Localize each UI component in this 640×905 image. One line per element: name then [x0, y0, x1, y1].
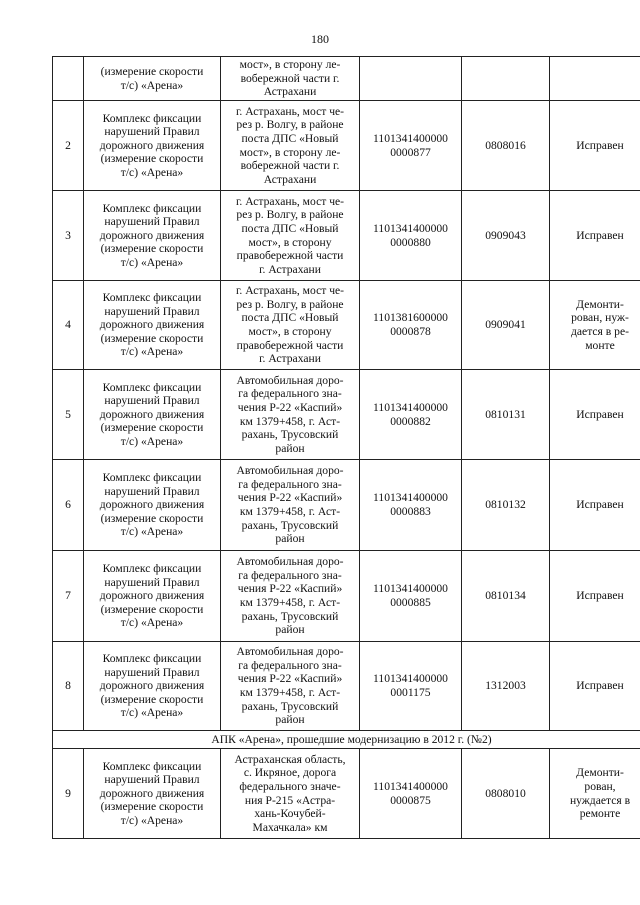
table-row: [53, 370, 640, 460]
inventory-number: [360, 57, 462, 101]
row-number: 2: [53, 101, 84, 191]
device-location: Автомобильная доро- га федерального зна- чения Р-22 «Каспий» км 1379+458, г. Аст- рахань, Трусовский район: [221, 642, 360, 731]
device-name: (измерение скорости т/с) «Арена»: [84, 57, 221, 101]
serial-number: 0909043: [462, 191, 550, 281]
serial-number: [462, 57, 550, 101]
serial-number: 0808016: [462, 101, 550, 191]
inventory-number: 1101341400000 0000880: [360, 191, 462, 281]
serial-number: 1312003: [462, 642, 550, 731]
row-number: 9: [53, 749, 84, 839]
table-row: [53, 460, 640, 551]
serial-number: 0808010: [462, 749, 550, 839]
table-row: [53, 749, 640, 839]
page-number: 180: [311, 32, 329, 46]
section-header: АПК «Арена», прошедшие модернизацию в 2012 г. (№2): [53, 731, 640, 749]
equipment-table: [52, 56, 640, 839]
device-location: г. Астрахань, мост че- рез р. Волгу, в районе поста ДПС «Новый мост», в сторону правобережной части г. Астрахани: [221, 191, 360, 281]
device-status: Исправен: [550, 101, 640, 191]
device-location: г. Астрахань, мост че- рез р. Волгу, в районе поста ДПС «Новый мост», в сторону ле- вобережной части г. Астрахани: [221, 101, 360, 191]
inventory-number: 1101341400000 0000885: [360, 551, 462, 642]
device-name: Комплекс фиксации нарушений Правил дорожного движения (измерение скорости т/с) «Арена»: [84, 370, 221, 460]
table-row: [53, 101, 640, 191]
inventory-number: 1101341400000 0000882: [360, 370, 462, 460]
row-number: 6: [53, 460, 84, 551]
device-location: мост», в сторону ле- вобережной части г. Астрахани: [221, 57, 360, 101]
device-name: Комплекс фиксации нарушений Правил дорожного движения (измерение скорости т/с) «Арена»: [84, 101, 221, 191]
device-status: Исправен: [550, 370, 640, 460]
device-name: Комплекс фиксации нарушений Правил дорожного движения (измерение скорости т/с) «Арена»: [84, 191, 221, 281]
serial-number: 0810134: [462, 551, 550, 642]
device-name: Комплекс фиксации нарушений Правил дорожного движения (измерение скорости т/с) «Арена»: [84, 281, 221, 370]
device-status: [550, 57, 640, 101]
table-row: [53, 281, 640, 370]
inventory-number: 1101341400000 0000883: [360, 460, 462, 551]
inventory-number: 1101381600000 0000878: [360, 281, 462, 370]
device-status: Исправен: [550, 551, 640, 642]
table-row: [53, 551, 640, 642]
table-row: [53, 191, 640, 281]
row-number: 4: [53, 281, 84, 370]
serial-number: 0810132: [462, 460, 550, 551]
device-status: Исправен: [550, 642, 640, 731]
table-row: [53, 642, 640, 731]
row-number: [53, 57, 84, 101]
inventory-number: 1101341400000 0001175: [360, 642, 462, 731]
device-location: г. Астрахань, мост че- рез р. Волгу, в районе поста ДПС «Новый мост», в сторону правобережной части г. Астрахани: [221, 281, 360, 370]
serial-number: 0810131: [462, 370, 550, 460]
device-location: Автомобильная доро- га федерального зна- чения Р-22 «Каспий» км 1379+458, г. Аст- рахань, Трусовский район: [221, 460, 360, 551]
device-name: Комплекс фиксации нарушений Правил дорожного движения (измерение скорости т/с) «Арена»: [84, 749, 221, 839]
inventory-number: 1101341400000 0000877: [360, 101, 462, 191]
section-row: [53, 731, 640, 749]
table-row: [53, 57, 640, 101]
device-location: Автомобильная доро- га федерального зна- чения Р-22 «Каспий» км 1379+458, г. Аст- рахань, Трусовский район: [221, 551, 360, 642]
row-number: 8: [53, 642, 84, 731]
device-name: Комплекс фиксации нарушений Правил дорожного движения (измерение скорости т/с) «Арена»: [84, 460, 221, 551]
row-number: 3: [53, 191, 84, 281]
device-name: Комплекс фиксации нарушений Правил дорожного движения (измерение скорости т/с) «Арена»: [84, 551, 221, 642]
device-status: Исправен: [550, 460, 640, 551]
inventory-number: 1101341400000 0000875: [360, 749, 462, 839]
row-number: 7: [53, 551, 84, 642]
serial-number: 0909041: [462, 281, 550, 370]
device-status: Демонти- рован, нуж- дается в ре- монте: [550, 281, 640, 370]
device-status: Демонти- рован, нуждается в ремонте: [550, 749, 640, 839]
row-number: 5: [53, 370, 84, 460]
device-status: Исправен: [550, 191, 640, 281]
device-name: Комплекс фиксации нарушений Правил дорожного движения (измерение скорости т/с) «Арена»: [84, 642, 221, 731]
device-location: Астраханская область, с. Икряное, дорога федерального значе- ния Р-215 «Астра- хань-Кочубей- Махачкала» км: [221, 749, 360, 839]
device-location: Автомобильная доро- га федерального зна- чения Р-22 «Каспий» км 1379+458, г. Аст- рахань, Трусовский район: [221, 370, 360, 460]
